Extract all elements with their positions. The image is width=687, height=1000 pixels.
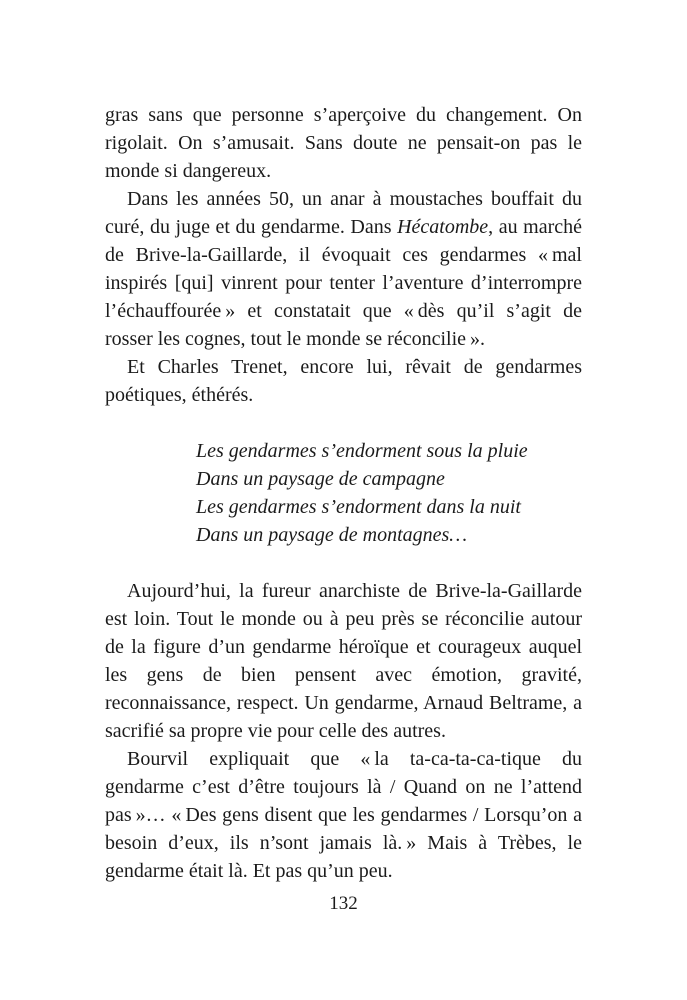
paragraph-aujourdhui [105, 577, 582, 745]
paragraph-text: gras sans que personne s’aperçoive du changement. On rigolait. On s’amusait. Sans doute ne pensait-on pas le monde si dangereux. [105, 104, 582, 182]
paragraph-text: Bourvil expliquait que « la ta-ca-ta-ca-tique du gendarme c’est d’être toujours là / Quand on ne l’attend pas »… « Des gens disent que les gendarmes / Lorsqu’on a besoin d’eux, ils n’sont jamais là. » Mais à Trèbes, le gendarme était là. Et pas qu’un peu. [105, 748, 582, 882]
paragraph-bourvil [105, 745, 582, 885]
poem-line: Les gendarmes s’endorment sous la pluie [196, 440, 528, 462]
poem-line: Les gendarmes s’endorment dans la nuit [196, 496, 521, 518]
paragraph-text: Dans les années 50, un anar à moustaches bouffait du curé, du juge et du gendarme. Dans [105, 188, 582, 238]
text-body [105, 101, 582, 885]
paragraph-annees-50 [105, 185, 582, 353]
paragraph-charles-trenet [105, 353, 582, 409]
page-number: 132 [329, 893, 358, 914]
poem-line: Dans un paysage de montagnes… [196, 524, 468, 546]
poem-quotation [196, 437, 582, 549]
song-title-hecatombe: Hécatombe [397, 216, 489, 238]
paragraph-text: Et Charles Trenet, encore lui, rêvait de gendarmes poétiques, éthérés. [105, 356, 582, 406]
poem-line: Dans un paysage de campagne [196, 468, 445, 490]
paragraph-text: , au marché de Brive-la-Gaillarde, il évoquait ces gendarmes « mal inspirés [qui] vinrent pour tenter l’aventure d’interrompre l’échauffourée » et constatait que « dès qu’il s’agit de rosser les cognes, tout le monde se réconcilie ». [105, 216, 582, 350]
paragraph-text: Aujourd’hui, la fureur anarchiste de Brive-la-Gaillarde est loin. Tout le monde ou à peu près se réconcilie autour de la figure d’un gendarme héroïque et courageux auquel les gens de bien pensent avec émotion, gravité, reconnaissance, respect. Un gendarme, Arnaud Beltrame, a sacrifié sa propre vie pour celle des autres. [105, 580, 582, 742]
paragraph-continuation [105, 101, 582, 185]
